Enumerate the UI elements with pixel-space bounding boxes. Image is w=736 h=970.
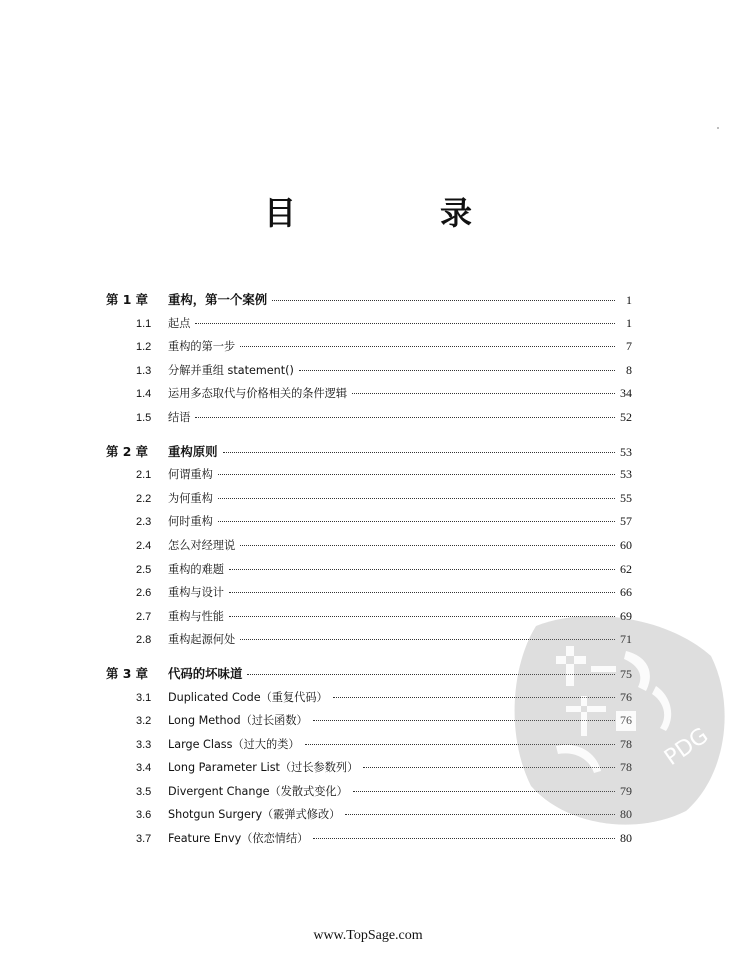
toc-page-number: 62 <box>620 561 632 576</box>
toc-page-number: 75 <box>620 666 632 681</box>
toc-section-row <box>106 463 632 487</box>
toc-title: 怎么对经理说 <box>168 538 236 552</box>
toc-title: 为何重构 <box>168 491 213 505</box>
toc-page-number: 1 <box>626 293 632 307</box>
toc-chapter-row <box>106 662 632 686</box>
toc-section-row <box>106 581 632 605</box>
toc-number: 3.4 <box>136 762 152 775</box>
toc-section-row <box>106 803 632 827</box>
toc-number: 1.4 <box>136 388 152 401</box>
toc-section-row <box>106 709 632 733</box>
dot-leader <box>345 814 615 815</box>
toc-page-number: 53 <box>620 467 632 482</box>
toc-chapter-row <box>106 288 632 312</box>
toc-page-number: 80 <box>620 831 632 846</box>
toc-title: 重构与设计 <box>168 586 224 600</box>
dot-leader <box>218 498 615 499</box>
toc-number: 1.1 <box>136 317 152 330</box>
toc-title: 重构起源何处 <box>168 633 236 647</box>
toc-number: 1.5 <box>136 411 152 424</box>
toc-page-number: 8 <box>626 362 632 377</box>
toc-page-number: 57 <box>620 514 632 529</box>
toc-page-number: 79 <box>620 783 632 798</box>
dot-leader <box>272 300 615 301</box>
toc-page-number: 7 <box>626 339 632 354</box>
toc-section-row <box>106 335 632 359</box>
toc-page-number: 78 <box>620 760 632 775</box>
dot-leader <box>313 720 615 721</box>
toc-section-row <box>106 487 632 511</box>
dot-leader <box>363 767 615 768</box>
toc-page-number: 76 <box>620 689 632 704</box>
toc-title: Shotgun Surgery（霰弹式修改） <box>168 808 341 822</box>
dot-leader <box>353 791 615 792</box>
toc-number: 3.3 <box>136 738 152 751</box>
toc-title: 重构的难题 <box>168 562 224 576</box>
toc-title: Long Parameter List（过长参数列） <box>168 761 359 775</box>
toc-title: 运用多态取代与价格相关的条件逻辑 <box>168 387 348 401</box>
toc-chapter-row <box>106 440 632 464</box>
dot-leader <box>240 346 615 347</box>
scan-speck <box>717 127 719 129</box>
dot-leader <box>240 639 615 640</box>
toc-section-row <box>106 558 632 582</box>
svg-text:PDG: PDG <box>660 723 714 771</box>
toc-section-row <box>106 780 632 804</box>
toc-title: 重构，第一个案例 <box>168 292 268 307</box>
dot-leader <box>229 616 615 617</box>
dot-leader <box>247 674 615 675</box>
toc-number: 2.3 <box>136 516 152 529</box>
toc-section-row <box>106 382 632 406</box>
toc-section-row <box>106 312 632 336</box>
toc-section-row <box>106 510 632 534</box>
toc-title: Large Class（过大的类） <box>168 737 300 751</box>
toc-number: 2.4 <box>136 539 152 552</box>
toc-page-number: 60 <box>620 537 632 552</box>
dot-leader <box>313 838 615 839</box>
toc-number: 第 1 章 <box>106 292 149 307</box>
toc-section-row <box>106 534 632 558</box>
toc-number: 1.2 <box>136 341 152 354</box>
toc-number: 3.6 <box>136 809 152 822</box>
dot-leader <box>352 393 615 394</box>
dot-leader <box>218 474 615 475</box>
toc-title: 分解并重组 statement() <box>168 363 294 377</box>
dot-leader <box>305 744 615 745</box>
dot-leader <box>299 370 615 371</box>
toc-page-number: 69 <box>620 608 632 623</box>
toc-section-row <box>106 733 632 757</box>
toc-title: 何时重构 <box>168 515 213 529</box>
toc-section-row <box>106 628 632 652</box>
toc-number: 1.3 <box>136 364 152 377</box>
dot-leader <box>229 569 615 570</box>
toc-title: 重构与性能 <box>168 609 224 623</box>
toc-page-number: 78 <box>620 736 632 751</box>
toc-title: Duplicated Code（重复代码） <box>168 690 328 704</box>
dot-leader <box>333 697 615 698</box>
toc-title: 起点 <box>168 316 191 330</box>
toc-page-number: 80 <box>620 807 632 822</box>
dot-leader <box>240 545 615 546</box>
toc-section-row <box>106 605 632 629</box>
toc-number: 3.7 <box>136 833 152 846</box>
dot-leader <box>223 452 615 453</box>
toc-number: 2.1 <box>136 469 152 482</box>
toc-page-number: 53 <box>620 444 632 459</box>
page-title: 目 录 <box>263 194 528 232</box>
toc-page-number: 34 <box>620 386 632 401</box>
toc-title: Feature Envy（依恋情结） <box>168 832 309 846</box>
toc-number: 第 2 章 <box>106 443 149 459</box>
toc-title: 代码的坏味道 <box>168 665 243 681</box>
toc-page-number: 76 <box>620 713 632 728</box>
toc-page-number: 1 <box>626 315 632 330</box>
toc-number: 2.5 <box>136 563 152 576</box>
toc-number: 2.2 <box>136 492 152 505</box>
toc-page-number: 71 <box>620 632 632 647</box>
toc-section-row <box>106 756 632 780</box>
toc-section-row <box>106 827 632 851</box>
toc-section-row <box>106 686 632 710</box>
toc-title: 何谓重构 <box>168 468 213 482</box>
toc-number: 2.7 <box>136 610 152 623</box>
toc-number: 2.8 <box>136 634 152 647</box>
toc-number: 3.1 <box>136 691 152 704</box>
toc-number: 3.5 <box>136 785 152 798</box>
dot-leader <box>195 323 615 324</box>
footer-url: www.TopSage.com <box>313 928 423 943</box>
toc-title: 重构的第一步 <box>168 340 236 354</box>
toc-section-row <box>106 359 632 383</box>
toc-title: 重构原则 <box>168 443 218 459</box>
toc-number: 2.6 <box>136 587 152 600</box>
toc-title: Long Method（过长函数） <box>168 714 308 728</box>
dot-leader <box>229 592 615 593</box>
toc-title: Divergent Change（发散式变化） <box>168 784 348 798</box>
toc-number: 第 3 章 <box>106 665 149 681</box>
toc-page-number: 66 <box>620 585 632 600</box>
toc-page-number: 52 <box>620 409 632 424</box>
dot-leader <box>218 521 615 522</box>
table-of-contents <box>106 288 632 851</box>
toc-page-number: 55 <box>620 490 632 505</box>
toc-title: 结语 <box>168 410 191 424</box>
toc-section-row <box>106 406 632 430</box>
dot-leader <box>195 417 615 418</box>
toc-number: 3.2 <box>136 715 152 728</box>
